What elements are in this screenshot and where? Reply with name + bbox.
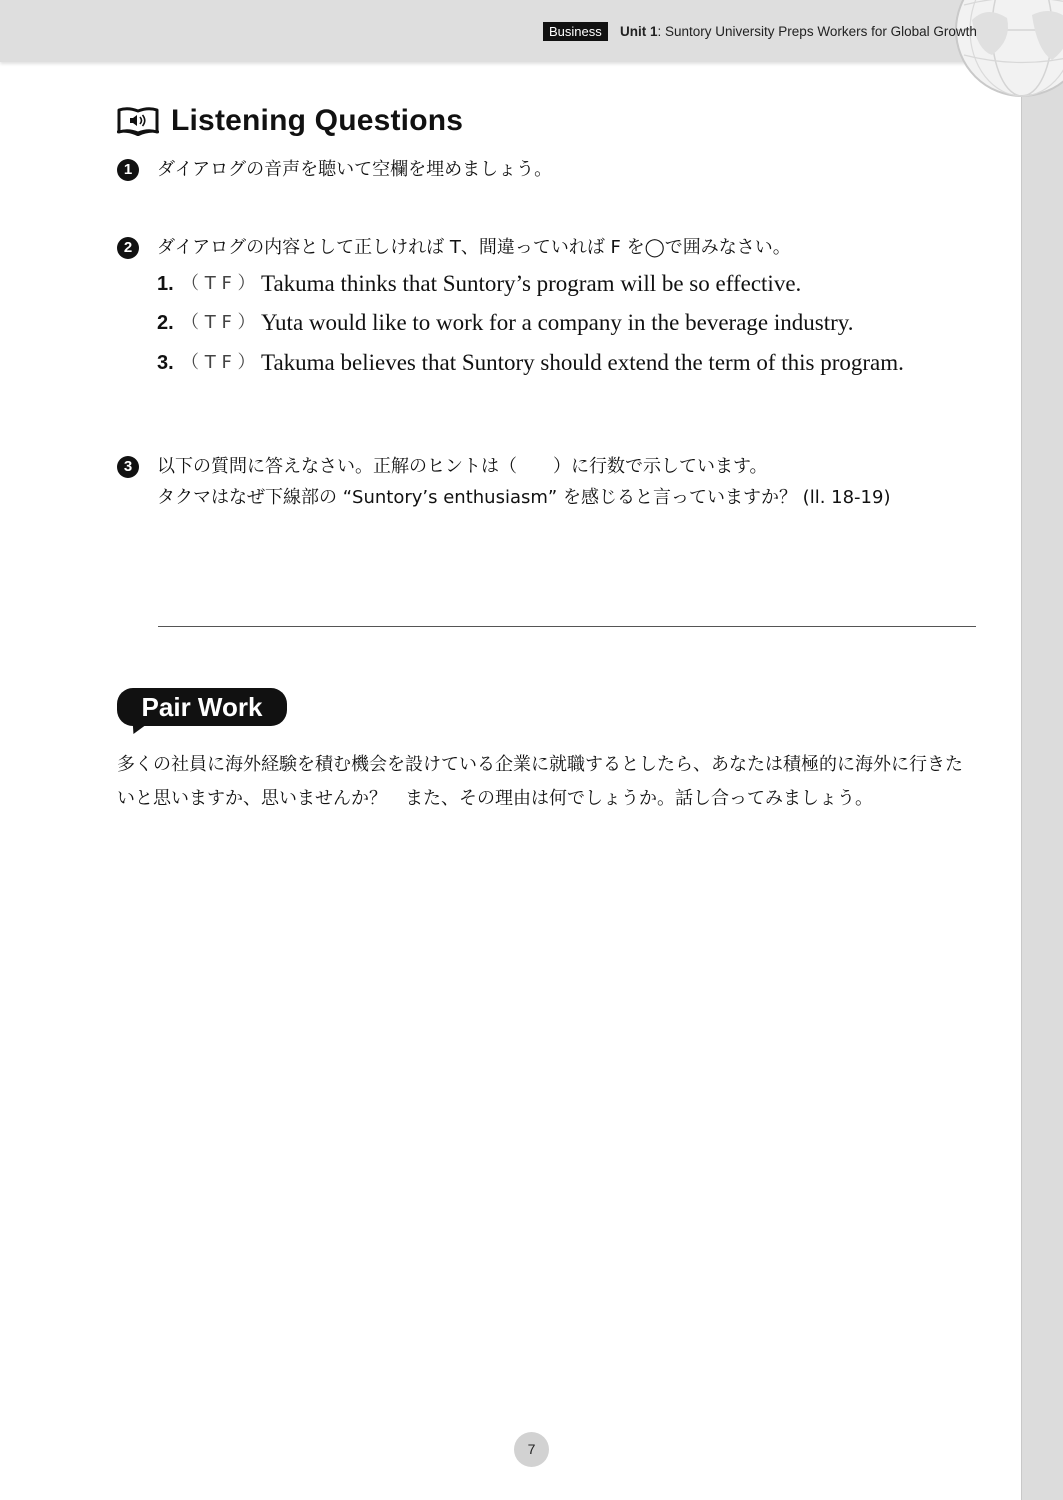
unit-title xyxy=(620,22,977,41)
pair-work-title: Pair Work xyxy=(141,692,263,722)
pair-work-body: 多くの社員に海外経験を積む機会を設けている企業に就職するとしたら、あなたは積極的に海外に行きたいと思いますか、思いませんか？ また、その理由は何でしょうか。話し合ってみましょう。 xyxy=(117,754,963,809)
tf-statement: Takuma believes that Suntory should extend the term of this program. xyxy=(261,350,904,375)
tf-choice[interactable]: （ T F ） xyxy=(181,312,256,333)
globe-icon xyxy=(952,0,1063,100)
book-speaker-icon xyxy=(117,106,159,136)
category-tag: Business xyxy=(543,22,608,41)
tf-statement: Yuta would like to work for a company in the beverage industry. xyxy=(261,310,854,335)
unit-label: Unit 1 xyxy=(620,24,658,39)
tf-choice[interactable]: （ T F ） xyxy=(181,273,256,294)
tf-choice[interactable]: （ T F ） xyxy=(181,352,256,373)
page-edge-bar xyxy=(1021,62,1063,1500)
tf-item-number: 1. xyxy=(157,273,174,295)
question-3-instruction: 以下の質問に答えなさい。正解のヒントは（ ）に行数で示しています。 xyxy=(157,456,768,477)
answer-line[interactable] xyxy=(158,626,976,627)
tf-item-number: 2. xyxy=(157,312,174,334)
tf-item-number: 3. xyxy=(157,352,174,374)
unit-title-text: : Suntory University Preps Workers for Global Growth xyxy=(657,24,977,39)
question-1-instruction: ダイアログの音声を聴いて空欄を埋めましょう。 xyxy=(157,159,553,180)
tf-statement: Takuma thinks that Suntory’s program will be so effective. xyxy=(261,271,802,296)
section-title: Listening Questions xyxy=(171,104,464,137)
question-3-prompt: タクマはなぜ下線部の “Suntory’s enthusiasm” を感じると言っていますか？ (ll. 18-19) xyxy=(157,487,891,508)
question-number-badge: 1 xyxy=(117,159,139,181)
question-2-instruction: ダイアログの内容として正しければ T、間違っていれば F を◯で囲みなさい。 xyxy=(157,237,791,258)
question-number-badge: 3 xyxy=(117,456,139,478)
section-heading xyxy=(117,101,463,141)
question-number-badge: 2 xyxy=(117,237,139,259)
page-number: 7 xyxy=(514,1432,549,1467)
